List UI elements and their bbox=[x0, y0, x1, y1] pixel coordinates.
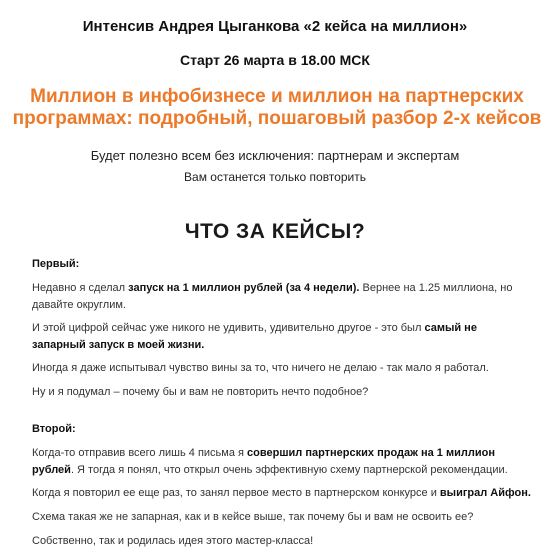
second-case-p3 bbox=[32, 509, 532, 526]
second-case-label-text: Второй: bbox=[32, 423, 76, 435]
first-p1-a: Недавно я сделал bbox=[32, 282, 129, 294]
first-case-label-text: Первый: bbox=[32, 258, 80, 270]
first-p4: Ну и я подумал – почему бы и вам не повторить нечто подобное? bbox=[32, 386, 369, 398]
first-case-p1 bbox=[32, 280, 532, 314]
first-p2-a: И этой цифрой сейчас уже никого не удивить, удивительно другое - это был bbox=[32, 322, 425, 334]
useful-text: Будет полезно всем без исключения: партнерам и экспертам bbox=[90, 148, 460, 163]
second-case-p2 bbox=[32, 485, 532, 502]
second-p2-b: выиграл Айфон. bbox=[439, 487, 531, 499]
second-case-p4 bbox=[32, 533, 532, 550]
hero-headline bbox=[0, 86, 550, 130]
first-p1-c: Вернее на 1.25 миллиона, но давайте округлим. bbox=[32, 282, 513, 311]
first-p2-b: самый не запарный запуск в моей жизни. bbox=[32, 322, 477, 351]
first-case-label bbox=[32, 256, 532, 273]
start-date: Старт 26 марта в 18.00 МСК bbox=[180, 52, 370, 68]
hero-headline-line1: Миллион в инфобизнесе и миллион на партнерских bbox=[30, 86, 524, 107]
cases-title: ЧТО ЗА КЕЙСЫ? bbox=[184, 220, 366, 243]
first-p3: Иногда я даже испытывал чувство вины за то, что ничего не делаю - так мало я работал. bbox=[32, 362, 489, 374]
first-p1-b: запуск на 1 миллион рублей (за 4 недели). bbox=[128, 282, 360, 294]
first-case-p4 bbox=[32, 384, 532, 401]
second-p4: Собственно, так и родилась идея этого мастер-класса! bbox=[32, 535, 314, 547]
second-p1-b: совершил партнерских продаж на 1 миллион рублей bbox=[32, 447, 495, 476]
second-case-label bbox=[32, 421, 532, 438]
first-case-p3 bbox=[32, 360, 532, 377]
second-case-p1 bbox=[32, 445, 532, 479]
hero-headline-line2: программах: подробный, пошаговый разбор 2-х кейсов bbox=[12, 108, 542, 129]
intensive-title: Интенсив Андрея Цыганкова «2 кейса на миллион» bbox=[82, 18, 468, 35]
second-p2-a: Когда я повторил ее еще раз, то занял первое место в партнерском конкурсе и bbox=[32, 487, 440, 499]
second-p3: Схема такая же не запарная, как и в кейсе выше, так почему бы и вам не освоить ее? bbox=[32, 511, 474, 523]
second-p1-a: Когда-то отправив всего лишь 4 письма я bbox=[32, 447, 248, 459]
repeat-text: Вам останется только повторить bbox=[184, 170, 366, 184]
second-p1-c: . Я тогда я понял, что открыл очень эффективную схему партнерской рекомендации. bbox=[70, 464, 508, 476]
first-case-p2 bbox=[32, 320, 532, 354]
